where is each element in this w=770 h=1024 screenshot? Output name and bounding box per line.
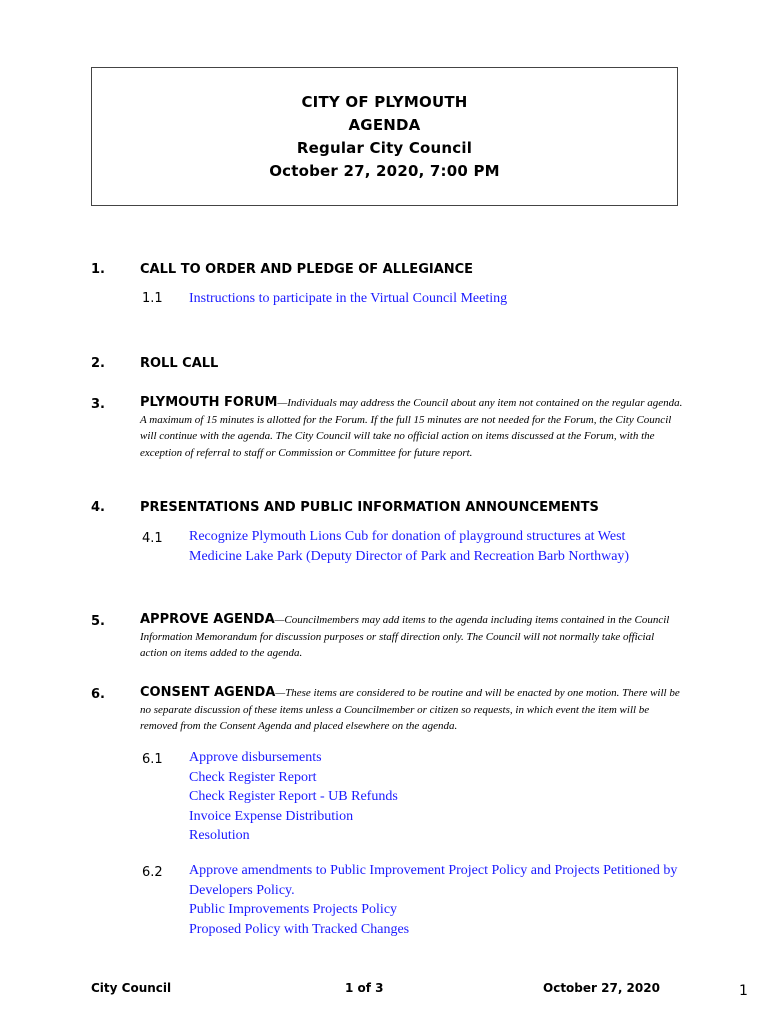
item-6-description: —These items are considered to be routine and will be enacted by one motion. There will be no separate discussion of these items unless a Councilmember or citizen so requests, in which event the item will be removed from the Consent Agenda and placed elsewhere on the agenda. — [140, 687, 680, 732]
link-check-register-ub-refunds[interactable]: Check Register Report - UB Refunds — [189, 789, 398, 804]
item-1-1-links — [189, 289, 679, 309]
item-5-description: —Councilmembers may add items to the agenda including items contained in the Council Information Memorandum for discussion purposes or staff direction only. The Council will not normally take official action on items added to the agenda. — [140, 614, 670, 659]
item-4-number: 4. — [91, 500, 105, 515]
item-3-description: —Individuals may address the Council about any item not contained on the regular agenda. A maximum of 15 minutes is allotted for the Forum. If the full 15 minutes are not needed for the Forum, the City Council will continue with the agenda. The City Council will take no official action on items discussed at the Forum, with the exception of referral to staff or Commission or Committee for future report. — [140, 397, 683, 459]
link-proposed-policy-tracked-changes[interactable]: Proposed Policy with Tracked Changes — [189, 921, 410, 937]
item-4-title: PRESENTATIONS AND PUBLIC INFORMATION ANNOUNCEMENTS — [140, 500, 599, 515]
item-6-title: CONSENT AGENDA — [140, 685, 276, 700]
item-6-1-links — [189, 748, 679, 846]
item-5-block — [140, 612, 680, 662]
item-5-number: 5. — [91, 614, 105, 629]
item-1-1-number: 1.1 — [142, 291, 163, 306]
page-number: 1 — [739, 983, 748, 999]
header-date-time: October 27, 2020, 7:00 PM — [269, 161, 500, 180]
link-virtual-meeting-instructions[interactable]: Instructions to participate in the Virtual Council Meeting — [189, 291, 508, 306]
link-recognize-lions-club[interactable]: Recognize Plymouth Lions Cub for donation of playground structures at West Medicine Lake Park (Deputy Director of Park and Recreation Barb Northway) — [189, 529, 630, 564]
link-invoice-expense-distribution[interactable]: Invoice Expense Distribution — [189, 808, 354, 824]
item-3-title: PLYMOUTH FORUM — [140, 395, 278, 410]
item-6-2-links — [189, 861, 679, 939]
item-6-1-number: 6.1 — [142, 752, 163, 767]
item-6-2-number: 6.2 — [142, 865, 163, 880]
footer-date: October 27, 2020 — [543, 981, 660, 995]
item-3-number: 3. — [91, 397, 105, 412]
item-5-title: APPROVE AGENDA — [140, 612, 275, 627]
header-agenda: AGENDA — [348, 115, 421, 134]
item-6-block — [140, 685, 688, 735]
agenda-header-box — [91, 67, 678, 206]
link-approve-policy-amendments[interactable]: Approve amendments to Public Improvement Project Policy and Projects Petitioned by Developers Policy. — [189, 863, 678, 898]
link-public-improvements-policy[interactable]: Public Improvements Projects Policy — [189, 902, 398, 917]
item-2-title: ROLL CALL — [140, 356, 219, 371]
item-1-number: 1. — [91, 262, 105, 277]
link-resolution[interactable]: Resolution — [189, 828, 250, 843]
item-6-number: 6. — [91, 687, 105, 702]
item-1-title: CALL TO ORDER AND PLEDGE OF ALLEGIANCE — [140, 262, 474, 277]
footer-page-count: 1 of 3 — [345, 981, 384, 995]
link-check-register-report[interactable]: Check Register Report — [189, 769, 317, 785]
header-meeting-type: Regular City Council — [296, 138, 473, 157]
header-city: CITY OF PLYMOUTH — [301, 92, 468, 111]
footer-left: City Council — [91, 981, 172, 995]
item-4-1-links — [189, 527, 659, 566]
item-3-block — [140, 395, 685, 461]
item-2-number: 2. — [91, 356, 105, 371]
link-approve-disbursements[interactable]: Approve disbursements — [189, 750, 322, 765]
item-4-1-number: 4.1 — [142, 531, 163, 546]
